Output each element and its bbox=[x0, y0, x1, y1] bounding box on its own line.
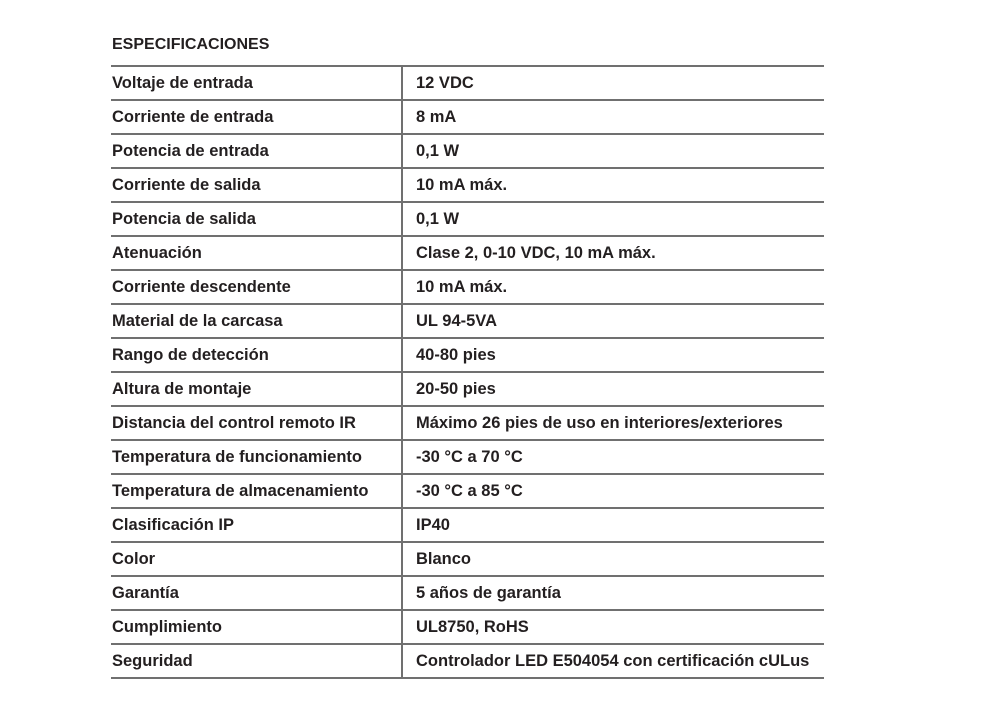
section-title: ESPECIFICACIONES bbox=[112, 36, 270, 53]
spec-label: Clasificación IP bbox=[111, 508, 402, 542]
spec-value: 0,1 W bbox=[402, 134, 824, 168]
table-row bbox=[111, 270, 824, 304]
table-row bbox=[111, 304, 824, 338]
table-row bbox=[111, 100, 824, 134]
table-row bbox=[111, 236, 824, 270]
spec-value: 12 VDC bbox=[402, 66, 824, 100]
table-row bbox=[111, 66, 824, 100]
table-row bbox=[111, 134, 824, 168]
table-row bbox=[111, 372, 824, 406]
spec-value: 10 mA máx. bbox=[402, 168, 824, 202]
spec-value: -30 °C a 70 °C bbox=[402, 440, 824, 474]
spec-label: Temperatura de funcionamiento bbox=[111, 440, 402, 474]
spec-label: Potencia de entrada bbox=[111, 134, 402, 168]
table-row bbox=[111, 440, 824, 474]
spec-value: 10 mA máx. bbox=[402, 270, 824, 304]
spec-label: Corriente de salida bbox=[111, 168, 402, 202]
spec-label: Seguridad bbox=[111, 644, 402, 678]
table-row bbox=[111, 542, 824, 576]
table-row bbox=[111, 338, 824, 372]
table-row bbox=[111, 474, 824, 508]
spec-label: Cumplimiento bbox=[111, 610, 402, 644]
table-row bbox=[111, 576, 824, 610]
spec-label: Color bbox=[111, 542, 402, 576]
specifications-table bbox=[111, 65, 824, 679]
spec-value: 0,1 W bbox=[402, 202, 824, 236]
spec-value: 20-50 pies bbox=[402, 372, 824, 406]
spec-value: UL8750, RoHS bbox=[402, 610, 824, 644]
spec-label: Altura de montaje bbox=[111, 372, 402, 406]
spec-label: Potencia de salida bbox=[111, 202, 402, 236]
spec-value: 5 años de garantía bbox=[402, 576, 824, 610]
table-row bbox=[111, 168, 824, 202]
spec-label: Material de la carcasa bbox=[111, 304, 402, 338]
spec-label: Rango de detección bbox=[111, 338, 402, 372]
spec-label: Garantía bbox=[111, 576, 402, 610]
table-row bbox=[111, 644, 824, 678]
spec-value: 8 mA bbox=[402, 100, 824, 134]
table-row bbox=[111, 202, 824, 236]
spec-value: IP40 bbox=[402, 508, 824, 542]
spec-value: -30 °C a 85 °C bbox=[402, 474, 824, 508]
table-row bbox=[111, 406, 824, 440]
spec-value: Máximo 26 pies de uso en interiores/exteriores bbox=[402, 406, 824, 440]
spec-value: 40-80 pies bbox=[402, 338, 824, 372]
spec-label: Corriente descendente bbox=[111, 270, 402, 304]
spec-value: UL 94-5VA bbox=[402, 304, 824, 338]
spec-label: Voltaje de entrada bbox=[111, 66, 402, 100]
spec-label: Atenuación bbox=[111, 236, 402, 270]
spec-label: Corriente de entrada bbox=[111, 100, 402, 134]
spec-label: Distancia del control remoto IR bbox=[111, 406, 402, 440]
table-row bbox=[111, 508, 824, 542]
spec-value: Blanco bbox=[402, 542, 824, 576]
spec-value: Controlador LED E504054 con certificación cULus bbox=[402, 644, 824, 678]
spec-label: Temperatura de almacenamiento bbox=[111, 474, 402, 508]
table-row bbox=[111, 610, 824, 644]
spec-value: Clase 2, 0-10 VDC, 10 mA máx. bbox=[402, 236, 824, 270]
